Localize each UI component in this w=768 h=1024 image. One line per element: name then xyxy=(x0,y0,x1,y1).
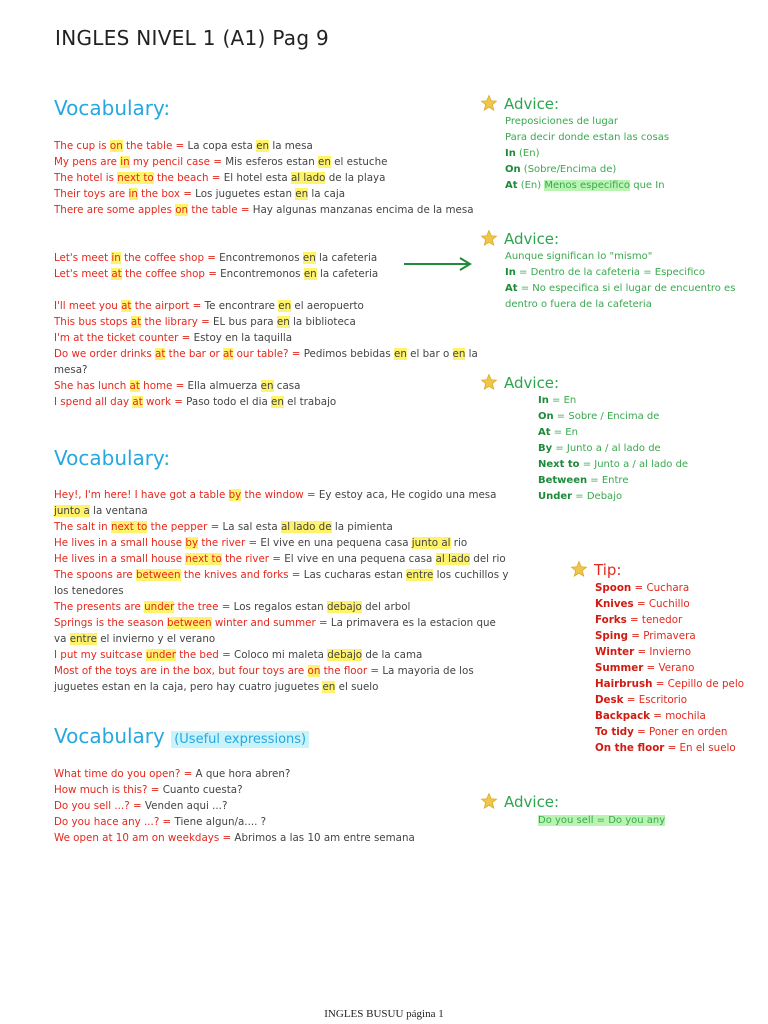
vocab-line xyxy=(54,298,364,314)
highlighted-word: junto a xyxy=(54,505,90,517)
vocab-line xyxy=(54,487,497,503)
vocab-line xyxy=(54,814,266,830)
term: At xyxy=(505,283,518,294)
vocab-text: Paso todo el dia xyxy=(186,396,272,408)
highlighted-word: debajo xyxy=(327,649,363,661)
vocab-line xyxy=(54,830,415,846)
vocab-text: Pedimos bebidas xyxy=(303,348,394,360)
highlighted-word: at xyxy=(129,380,140,392)
advice-line xyxy=(505,114,618,130)
vocab-text: Venden aqui ...? xyxy=(144,800,228,812)
vocab-text: the window = xyxy=(241,489,319,501)
vocab-text: our table? = xyxy=(233,348,304,360)
vocab-text: La primavera es la estacion que xyxy=(330,617,496,629)
vocab-text: la cafeteria xyxy=(315,252,378,264)
tip-line xyxy=(595,740,736,756)
definition-text: Menos especifico xyxy=(544,180,631,191)
advice-line xyxy=(505,297,652,313)
vocab-line xyxy=(54,250,377,266)
vocab-line xyxy=(54,798,227,814)
vocab-text: Ey estoy aca, He cogido una mesa xyxy=(318,489,497,501)
vocab-text: rio xyxy=(450,537,468,549)
term: Desk xyxy=(595,694,624,706)
vocab-text: The salt in xyxy=(54,521,111,533)
definition-text: = Cuchillo xyxy=(633,598,690,610)
advice-line xyxy=(505,130,669,146)
vocab-text: We open at 10 am on weekdays = xyxy=(54,832,235,844)
highlighted-word: at xyxy=(223,348,234,360)
advice-heading-3-text: Advice: xyxy=(504,374,560,392)
vocab-line xyxy=(54,551,506,567)
vocab-line xyxy=(54,186,345,202)
vocab-line xyxy=(54,615,496,631)
tip-heading-text: Tip: xyxy=(594,561,622,579)
vocab-text: La copa esta xyxy=(187,140,257,152)
vocab-line xyxy=(54,170,385,186)
vocab-line xyxy=(54,663,474,679)
star-icon xyxy=(480,94,498,112)
vocab-text: los cuchillos y xyxy=(433,569,509,581)
definition-text: = Junto a / al lado de xyxy=(552,443,661,454)
vocab-line xyxy=(54,154,387,170)
highlighted-word: al lado xyxy=(435,553,471,565)
definition-text: que In xyxy=(630,180,665,191)
vocab-text: the floor = xyxy=(320,665,383,677)
vocab-text: la cafeteria xyxy=(316,268,379,280)
definition-text: (Sobre/Encima de) xyxy=(520,164,617,175)
term: At xyxy=(538,427,551,438)
definition-text: = Cuchara xyxy=(631,582,690,594)
advice-heading-4-text: Advice: xyxy=(504,793,560,811)
term: Winter xyxy=(595,646,635,658)
highlighted-word: at xyxy=(155,348,166,360)
advice-heading-2-text: Advice: xyxy=(504,230,560,248)
term: Between xyxy=(538,475,588,486)
vocab-text: the bar or xyxy=(165,348,223,360)
term: Forks xyxy=(595,614,627,626)
vocab-text: The spoons are xyxy=(54,569,137,581)
highlighted-word: en xyxy=(318,156,331,168)
definition-text: = Dentro de la cafeteria = Especifico xyxy=(515,267,705,278)
tip-line xyxy=(595,724,727,740)
highlighted-word: en xyxy=(303,268,317,280)
highlighted-word: in xyxy=(111,252,121,264)
vocab-text: EL bus para xyxy=(213,316,277,328)
vocab-text: I'll meet you xyxy=(54,300,122,312)
highlighted-word: on xyxy=(175,204,189,216)
highlighted-word: entre xyxy=(69,633,97,645)
definition-text: = Entre xyxy=(587,475,629,486)
definition-text: (En) xyxy=(517,180,545,191)
vocab-line xyxy=(54,202,474,218)
vocab-text: Estoy en la taquilla xyxy=(193,332,293,344)
vocab-text: El hotel esta xyxy=(223,172,291,184)
vocab-text: This bus stops xyxy=(54,316,131,328)
vocab-line xyxy=(54,266,378,282)
vocab-line xyxy=(54,330,292,346)
vocab-text: Let's meet xyxy=(54,252,112,264)
tip-line xyxy=(595,580,689,596)
highlighted-word: debajo xyxy=(326,601,362,613)
term: At xyxy=(505,180,518,191)
vocab-text: Abrimos a las 10 am entre semana xyxy=(234,832,415,844)
vocab-text: la ventana xyxy=(89,505,148,517)
definition-text: = Debajo xyxy=(572,491,623,502)
star-icon xyxy=(570,560,588,578)
definition-text: = Escritorio xyxy=(623,694,688,706)
vocab-line xyxy=(54,362,88,378)
highlighted-word: entre xyxy=(406,569,434,581)
term: Sping xyxy=(595,630,629,642)
vocab-line xyxy=(54,314,356,330)
vocab-line xyxy=(54,519,393,535)
advice-line xyxy=(538,393,576,409)
vocab-text: del arbol xyxy=(361,601,411,613)
vocab-text: Cuanto cuesta? xyxy=(162,784,243,796)
term: On the floor xyxy=(595,742,665,754)
definition-text: Preposiciones de lugar xyxy=(505,116,619,127)
term: Next to xyxy=(538,459,580,470)
definition-text: = mochila xyxy=(650,710,706,722)
highlighted-word: en xyxy=(276,316,290,328)
star-icon xyxy=(480,229,498,247)
term: In xyxy=(538,395,549,406)
vocabulary-heading-1: Vocabulary: xyxy=(54,96,171,120)
term: Hairbrush xyxy=(595,678,653,690)
vocab-line xyxy=(54,394,336,410)
highlighted-word: in xyxy=(120,156,130,168)
vocab-text: My pens are xyxy=(54,156,121,168)
vocab-text: Do you sell ...? = xyxy=(54,800,145,812)
vocab-text: I spend all day xyxy=(54,396,133,408)
highlighted-word: under xyxy=(144,601,175,613)
vocab-line xyxy=(54,782,243,798)
vocab-text: How much is this? = xyxy=(54,784,163,796)
vocab-text: juguetes estan en la caja, pero hay cuatro juguetes xyxy=(54,681,323,693)
vocab-text: Te encontrare xyxy=(204,300,279,312)
definition-text: = Poner en orden xyxy=(633,726,728,738)
highlighted-word: on xyxy=(109,140,123,152)
advice-line xyxy=(538,425,578,441)
vocab-text: casa xyxy=(273,380,301,392)
highlighted-word: by xyxy=(185,537,199,549)
arrow-right-icon xyxy=(402,256,474,272)
tip-line xyxy=(595,596,690,612)
vocab-line xyxy=(54,631,215,647)
advice-line xyxy=(538,441,661,457)
vocab-text: There are some apples xyxy=(54,204,176,216)
definition-text: (En) xyxy=(515,148,540,159)
star-icon xyxy=(480,373,498,391)
advice-line xyxy=(505,178,665,194)
highlighted-word: at xyxy=(132,396,143,408)
highlighted-word: at xyxy=(121,300,132,312)
tip-line xyxy=(595,708,706,724)
advice-heading-4 xyxy=(480,792,559,811)
highlighted-word: between xyxy=(167,617,212,629)
vocab-text: el suelo xyxy=(335,681,379,693)
advice-line xyxy=(538,409,659,425)
vocabulary-heading-3 xyxy=(54,724,309,748)
tip-line xyxy=(595,692,687,708)
highlighted-word: at xyxy=(130,316,142,328)
vocab-text: Tiene algun/a.... ? xyxy=(174,816,267,828)
vocab-text: the river = xyxy=(198,537,261,549)
vocabulary-heading-3-text: Vocabulary xyxy=(54,724,165,748)
highlighted-word: en xyxy=(452,348,466,360)
vocab-text: The cup is xyxy=(54,140,110,152)
vocab-text: Los juguetes estan xyxy=(195,188,296,200)
vocab-text: la xyxy=(465,348,478,360)
vocab-text: la mesa xyxy=(269,140,313,152)
advice-heading-2 xyxy=(480,229,559,248)
term: Spoon xyxy=(595,582,632,594)
term: In xyxy=(505,267,516,278)
vocab-text: Most of the toys are in the box, but four toys are xyxy=(54,665,308,677)
highlighted-word: en xyxy=(256,140,270,152)
vocab-text: El vive en una pequena casa xyxy=(260,537,412,549)
highlighted-word: by xyxy=(228,489,242,501)
vocab-text: Hey!, I'm here! I have got a table xyxy=(54,489,229,501)
vocab-text: the coffee shop = xyxy=(120,252,220,264)
vocab-text: home = xyxy=(139,380,188,392)
vocab-text: The hotel is xyxy=(54,172,118,184)
term: Summer xyxy=(595,662,644,674)
vocab-line xyxy=(54,599,410,615)
vocab-text: el aeropuerto xyxy=(291,300,364,312)
vocab-text: mesa? xyxy=(54,364,88,376)
vocab-line xyxy=(54,583,124,599)
term: On xyxy=(505,164,521,175)
definition-text: = Verano xyxy=(643,662,695,674)
highlighted-word: en xyxy=(322,681,336,693)
vocab-text: Encontremonos xyxy=(219,252,303,264)
term: In xyxy=(505,148,516,159)
vocab-text: el invierno y el verano xyxy=(96,633,216,645)
highlighted-word: en xyxy=(302,252,316,264)
vocab-text: Hay algunas manzanas encima de la mesa xyxy=(252,204,474,216)
vocab-text: my pencil case = xyxy=(129,156,226,168)
vocab-text: Coloco mi maleta xyxy=(234,649,328,661)
vocab-text: the airport = xyxy=(131,300,205,312)
vocab-text: I'm at the ticket counter = xyxy=(54,332,194,344)
highlighted-word: en xyxy=(295,188,309,200)
vocab-line xyxy=(54,138,313,154)
definition-text: = Junto a / al lado de xyxy=(579,459,689,470)
advice-line xyxy=(538,473,628,489)
vocab-line xyxy=(54,346,478,362)
definition-text: = tenedor xyxy=(626,614,683,626)
term: On xyxy=(538,411,554,422)
vocab-text: She has lunch xyxy=(54,380,130,392)
definition-text: Aunque significan lo "mismo" xyxy=(505,251,653,262)
definition-text: = Cepillo de pelo xyxy=(652,678,744,690)
advice-line xyxy=(505,249,652,265)
vocabulary-heading-2: Vocabulary: xyxy=(54,446,171,470)
page-footer: INGLES BUSUU página 1 xyxy=(324,1008,444,1020)
vocab-text: de la playa xyxy=(325,172,386,184)
vocab-text: Springs is the season xyxy=(54,617,168,629)
vocab-line xyxy=(54,535,467,551)
tip-line xyxy=(595,644,691,660)
vocab-text: Las cucharas estan xyxy=(303,569,407,581)
vocab-text: La mayoria de los xyxy=(382,665,474,677)
vocab-text: the bed = xyxy=(175,649,235,661)
page-title: INGLES NIVEL 1 (A1) Pag 9 xyxy=(55,26,330,50)
vocab-text: Do you hace any ...? = xyxy=(54,816,175,828)
highlighted-word: en xyxy=(260,380,274,392)
advice-line xyxy=(505,162,616,178)
term: Backpack xyxy=(595,710,651,722)
vocab-text: El vive en una pequena casa xyxy=(284,553,436,565)
highlighted-word: in xyxy=(128,188,138,200)
tip-line xyxy=(595,612,682,628)
vocab-text: the table = xyxy=(122,140,188,152)
highlighted-word: between xyxy=(136,569,181,581)
vocab-text: el trabajo xyxy=(283,396,337,408)
vocab-text: the beach = xyxy=(153,172,224,184)
vocab-line xyxy=(54,378,300,394)
vocab-text: winter and summer = xyxy=(211,617,331,629)
vocab-text: el bar o xyxy=(406,348,453,360)
vocab-text: la caja xyxy=(308,188,346,200)
vocab-text: la pimienta xyxy=(331,521,393,533)
vocab-line xyxy=(54,567,508,583)
vocab-text: Mis esferos estan xyxy=(225,156,319,168)
advice-line xyxy=(538,489,622,505)
vocab-text: Their toys are xyxy=(54,188,129,200)
vocab-text: The presents are xyxy=(54,601,145,613)
vocab-text: del rio xyxy=(470,553,506,565)
vocabulary-heading-3-subtitle: (Useful expressions) xyxy=(171,731,309,748)
vocab-text: I put my suitcase xyxy=(54,649,146,661)
highlighted-word: junto al xyxy=(411,537,451,549)
vocab-text: Let's meet xyxy=(54,268,112,280)
highlighted-word: al lado de xyxy=(280,521,332,533)
vocab-text: work = xyxy=(142,396,187,408)
vocab-text: the box = xyxy=(137,188,196,200)
highlighted-word: at xyxy=(111,268,122,280)
advice-heading-1-text: Advice: xyxy=(504,95,560,113)
vocab-text: Encontremonos xyxy=(220,268,304,280)
highlighted-word: en xyxy=(393,348,407,360)
vocab-text: los tenedores xyxy=(54,585,124,597)
definition-text: = En el suelo xyxy=(664,742,736,754)
vocab-line xyxy=(54,503,148,519)
advice-line xyxy=(505,146,539,162)
highlighted-word: next to xyxy=(110,521,148,533)
definition-text: Para decir donde estan las cosas xyxy=(505,132,670,143)
vocab-text: Ella almuerza xyxy=(187,380,261,392)
advice-heading-3 xyxy=(480,373,559,392)
vocab-text: la biblioteca xyxy=(289,316,356,328)
term: By xyxy=(538,443,553,454)
advice-line xyxy=(538,813,665,829)
definition-text: dentro o fuera de la cafeteria xyxy=(505,299,652,310)
highlighted-word: under xyxy=(145,649,176,661)
vocab-text: the pepper = xyxy=(147,521,223,533)
vocab-text: He lives in a small house xyxy=(54,537,186,549)
vocab-text: He lives in a small house xyxy=(54,553,186,565)
vocab-text: What time do you open? = xyxy=(54,768,196,780)
tip-line xyxy=(595,676,744,692)
vocab-line xyxy=(54,766,290,782)
advice-line xyxy=(505,281,735,297)
vocab-text: the river = xyxy=(221,553,285,565)
vocab-text: the coffee shop = xyxy=(121,268,221,280)
highlighted-word: en xyxy=(278,300,292,312)
vocab-line xyxy=(54,647,422,663)
highlighted-word: on xyxy=(307,665,321,677)
vocab-text: the table = xyxy=(188,204,253,216)
vocab-text: A que hora abren? xyxy=(195,768,291,780)
vocab-text: the tree = xyxy=(174,601,234,613)
tip-line xyxy=(595,660,694,676)
term: Knives xyxy=(595,598,634,610)
vocab-text: de la cama xyxy=(362,649,423,661)
vocab-line xyxy=(54,679,378,695)
term: To tidy xyxy=(595,726,634,738)
highlighted-word: next to xyxy=(117,172,154,184)
star-icon xyxy=(480,792,498,810)
vocab-text: Do we order drinks xyxy=(54,348,156,360)
term: Under xyxy=(538,491,573,502)
vocab-text: La sal esta xyxy=(222,521,281,533)
definition-text: = Primavera xyxy=(628,630,696,642)
vocab-text: Los regalos estan xyxy=(233,601,327,613)
tip-line xyxy=(595,628,696,644)
vocab-text: the library = xyxy=(141,316,213,328)
advice-line xyxy=(505,265,705,281)
tip-heading xyxy=(570,560,621,579)
definition-text: = No especifica si el lugar de encuentro es xyxy=(517,283,736,294)
definition-text: = Invierno xyxy=(634,646,692,658)
definition-text: Do you sell = Do you any xyxy=(538,815,666,826)
definition-text: = En xyxy=(550,427,578,438)
definition-text: = Sobre / Encima de xyxy=(553,411,660,422)
advice-heading-1 xyxy=(480,94,559,113)
vocab-text: va xyxy=(54,633,70,645)
highlighted-word: al lado xyxy=(290,172,326,184)
highlighted-word: next to xyxy=(185,553,222,565)
advice-line xyxy=(538,457,688,473)
vocab-text: el estuche xyxy=(330,156,388,168)
vocab-text: the knives and forks = xyxy=(180,569,304,581)
highlighted-word: en xyxy=(271,396,284,408)
definition-text: = En xyxy=(548,395,577,406)
